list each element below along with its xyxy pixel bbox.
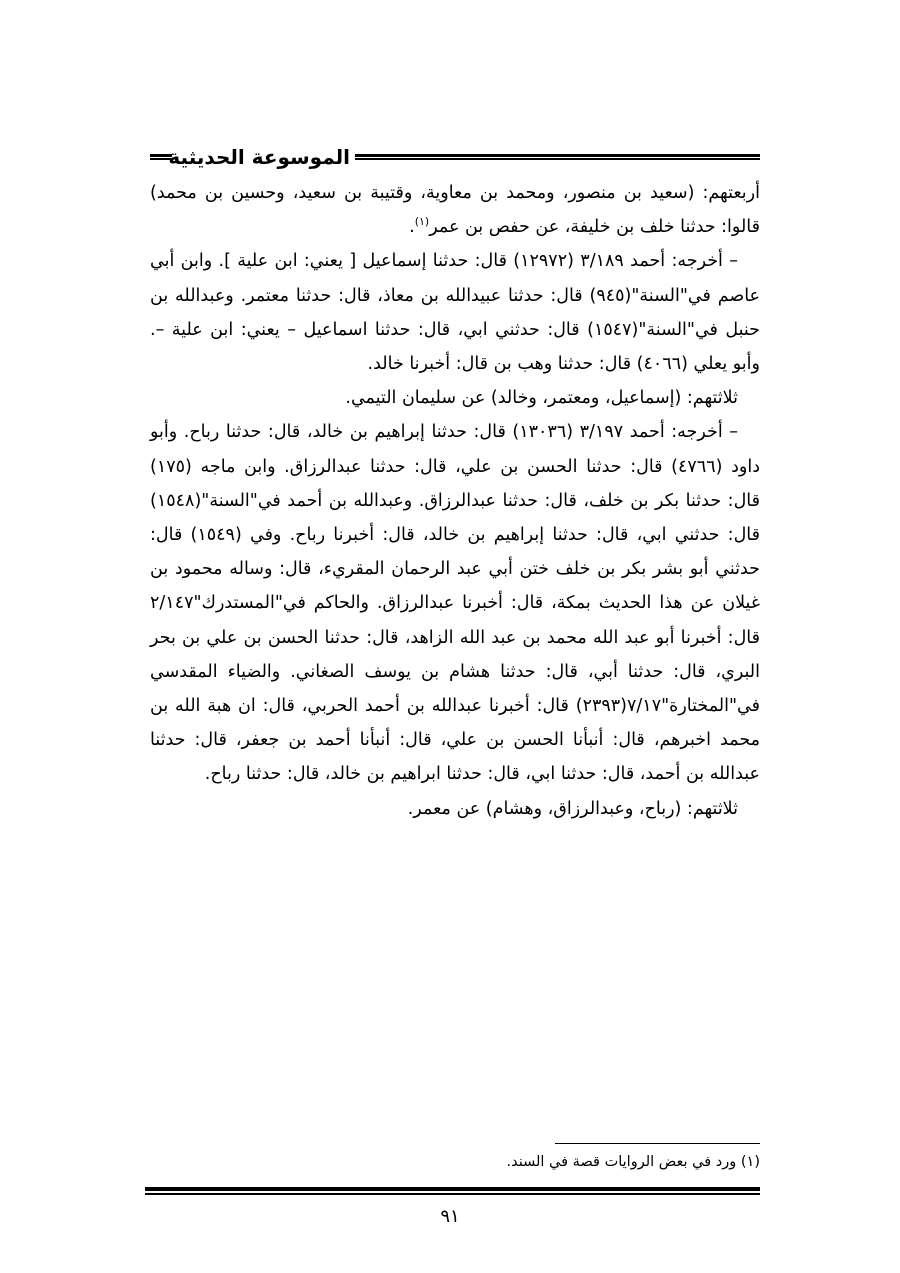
- header-rule-right: [150, 154, 172, 160]
- header-title: الموسوعة الحديثية: [168, 145, 350, 169]
- running-header: [150, 143, 760, 171]
- footnote-separator: [555, 1143, 760, 1144]
- footer-rule: [145, 1187, 760, 1195]
- header-rule-left: [355, 154, 760, 160]
- paragraph: ثلاثتهم: (إسماعيل، ومعتمر، وخالد) عن سليمان التيمي.: [345, 388, 738, 409]
- page-number: ٩١: [440, 1206, 460, 1227]
- main-text: [150, 176, 760, 826]
- paragraph: أربعتهم: (سعيد بن منصور، ومحمد بن معاوية، وقتيبة بن سعيد، وحسين بن محمد) قالوا: حدثنا خلف بن خليفة، عن حفص بن عمر$^{(١)}$.: [150, 183, 760, 238]
- paragraph: ثلاثتهم: (رباح، وعبدالرزاق، وهشام) عن معمر.: [407, 798, 738, 819]
- paragraph: – أخرجه: أحمد ٣/١٩٧ (١٣٠٣٦) قال: حدثنا إبراهيم بن خالد، قال: حدثنا رباح. وأبو داود (٤٧٦٦) قال: حدثنا الحسن بن علي، قال: حدثنا عبدالرزاق. وابن ماجه (١٧٥) قال: حدثنا بكر بن خلف، قال: حدثنا عبدالرزاق. وعبدالله بن أحمد في"السنة"(١٥٤٨) قال: حدثني ابي، قال: حدثنا إبراهيم بن خالد، قال: أخبرنا رباح. وفي (١٥٤٩) قال: حدثني أبو بشر بكر بن خلف ختن أبي عبد الرحمان المقريء، قال: وساله محمود بن غيلان عن هذا الحديث بمكة، قال: أخبرنا عبدالرزاق. والحاكم في"المستدرك"٢/١٤٧ قال: أخبرنا أبو عبد الله محمد بن عبد الله الزاهد، قال: حدثنا الحسن بن علي بن بحر البري، قال: حدثنا أبي، قال: حدثنا هشام بن يوسف الصغاني. والضياء المقدسي في"المختارة"٧/١٧(٢٣٩٣) قال: أخبرنا عبدالله بن أحمد الحربي، قال: ان هبة الله بن محمد اخبرهم، قال: أنبأنا الحسن بن علي، قال: أنبأنا أحمد بن جعفر، قال: حدثنا عبدالله بن أحمد، قال: حدثنا ابي، قال: حدثنا ابراهيم بن خالد، قال: حدثنا رباح.: [150, 422, 760, 785]
- paragraph: – أخرجه: أحمد ٣/١٨٩ (١٢٩٧٢) قال: حدثنا إسماعيل [ يعني: ابن علية ]. وابن أبي عاصم في"السنة"(٩٤٥) قال: حدثنا عبيدالله بن معاذ، قال: حدثنا معتمر. وعبدالله بن حنبل في"السنة"(١٥٤٧) قال: حدثني ابي، قال: حدثنا اسماعيل – يعني: ابن علية –. وأبو يعلي (٤٠٦٦) قال: حدثنا وهب بن قال: أخبرنا خالد.: [150, 251, 761, 375]
- footnote: (١) ورد في بعض الروايات قصة في السند.: [506, 1154, 760, 1170]
- footnote-marker: (١): [414, 215, 430, 229]
